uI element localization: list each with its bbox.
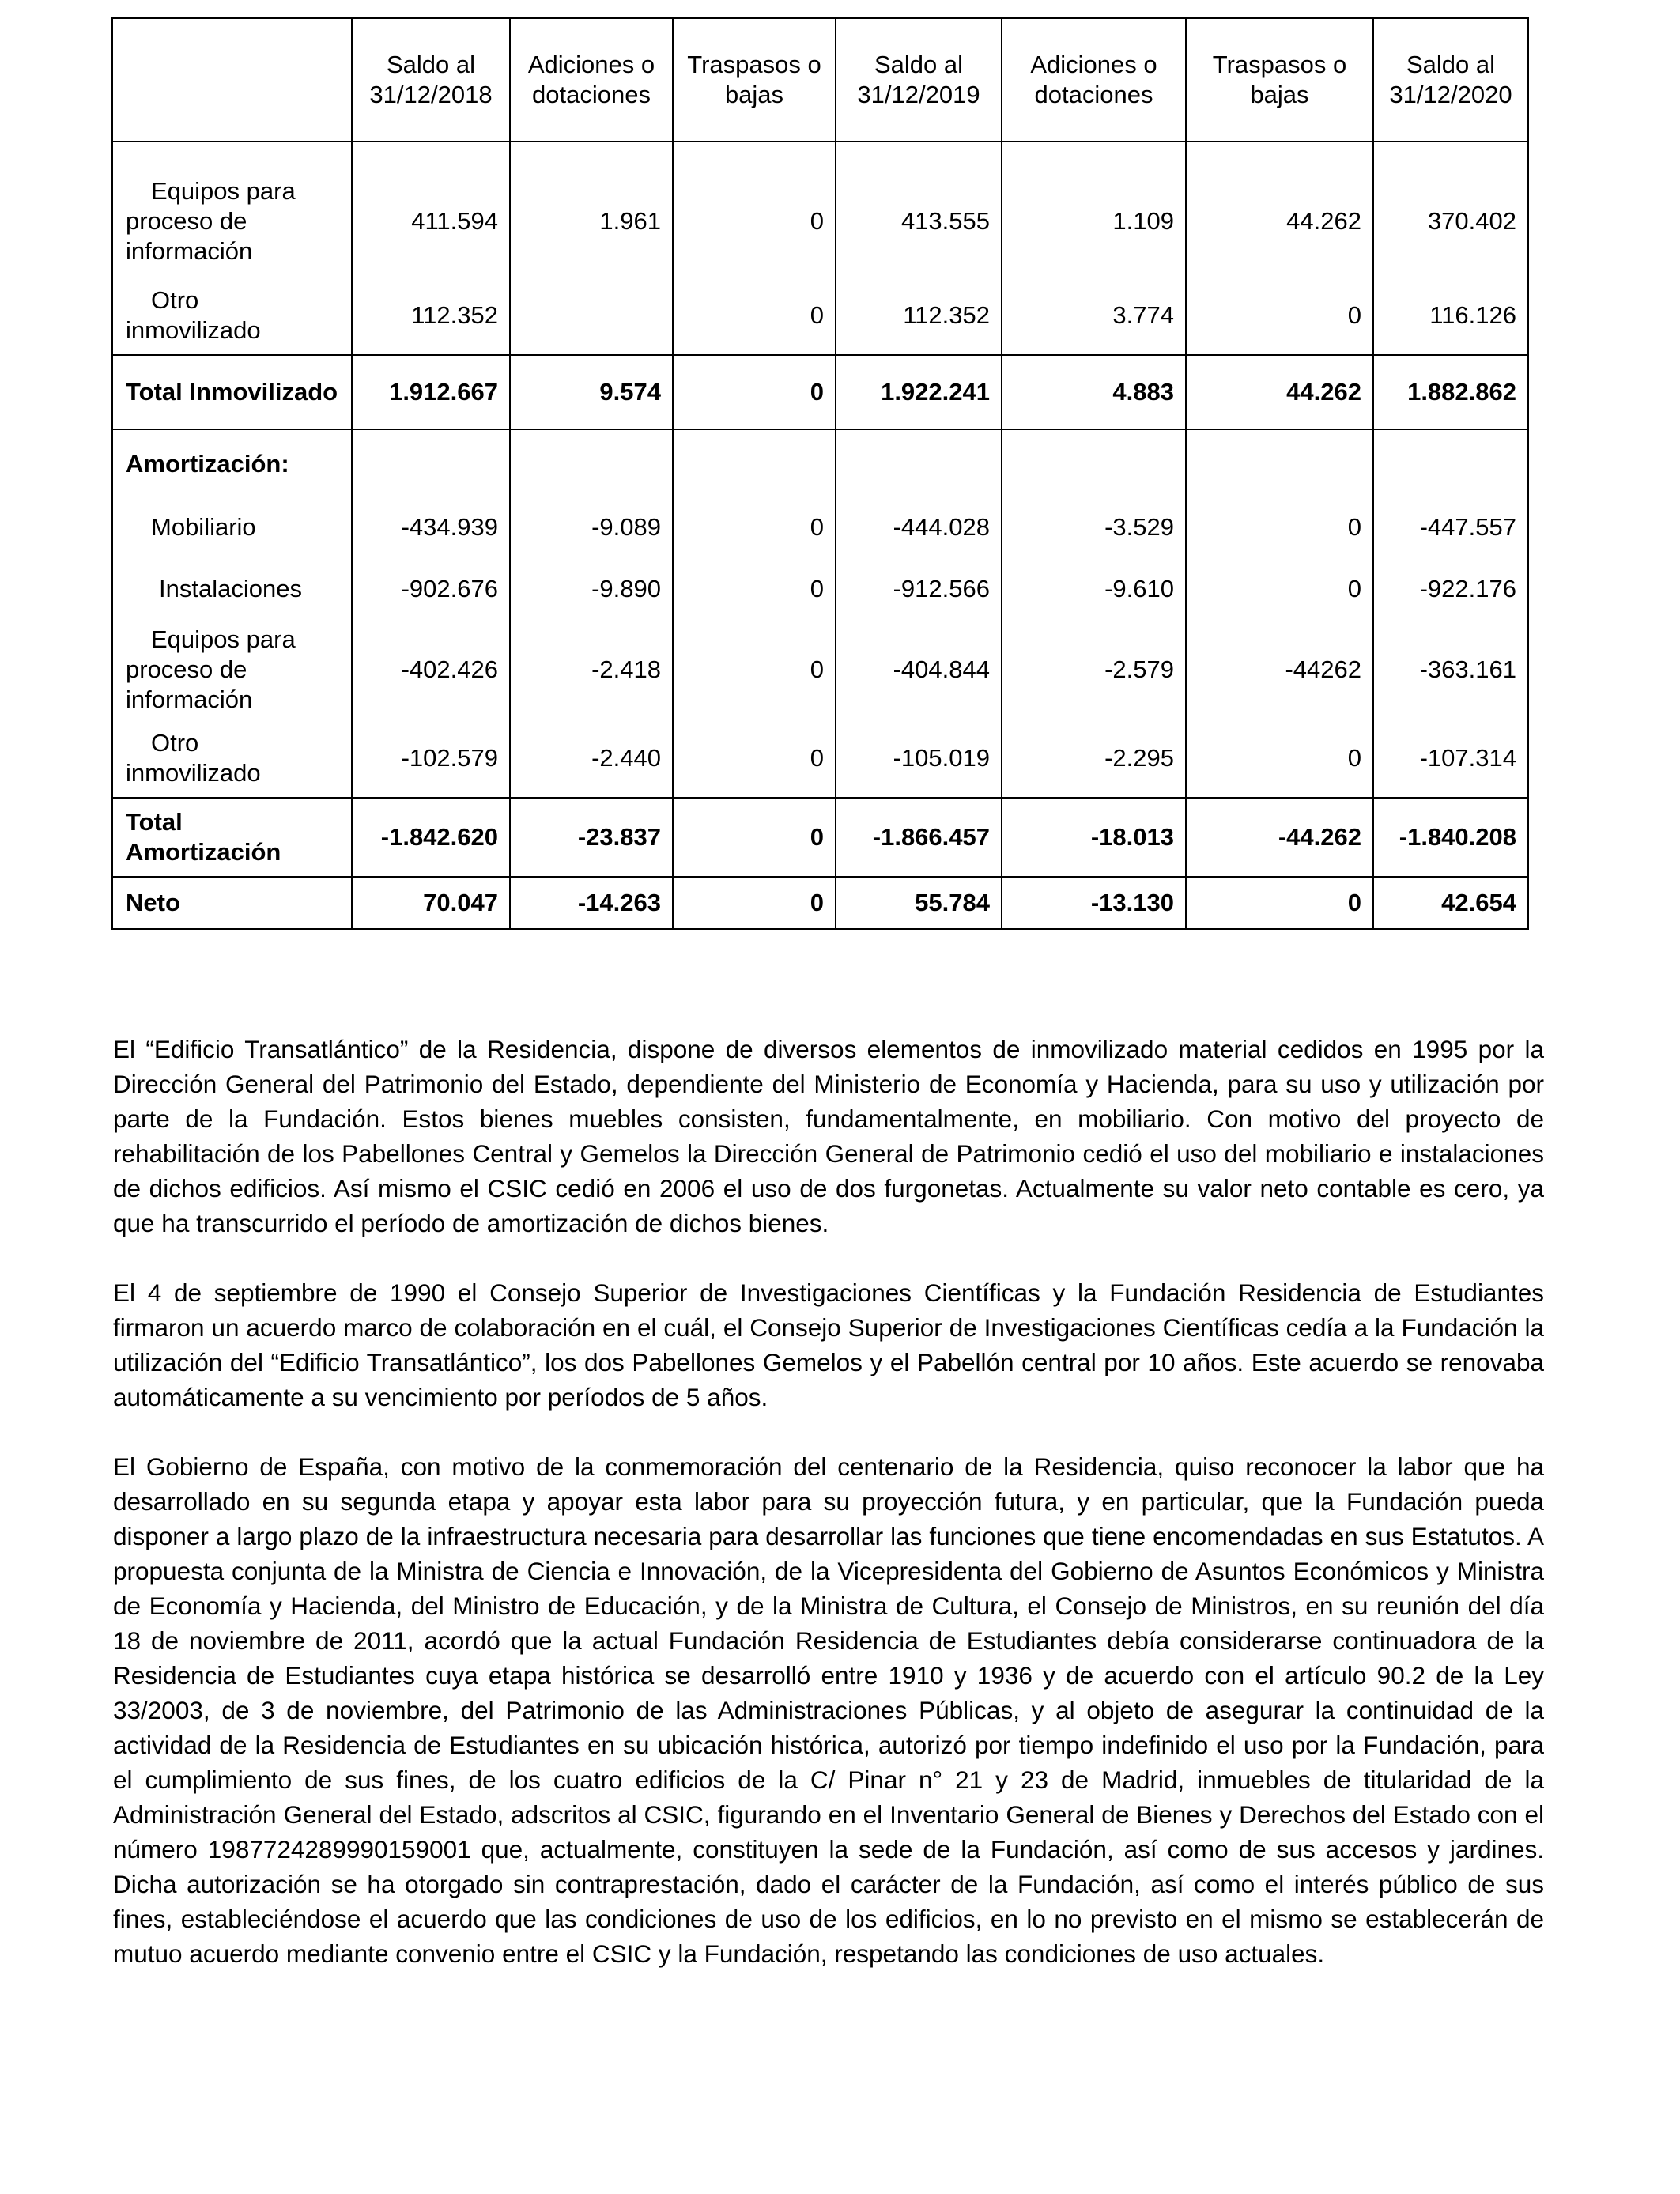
cell: 0 (673, 557, 836, 621)
cell: 42.654 (1373, 877, 1528, 929)
document-body (113, 1032, 1544, 2006)
cell: 3.774 (1002, 276, 1186, 355)
cell: 0 (673, 276, 836, 355)
header-traspasos-2020: Traspasos o bajas (1186, 18, 1373, 142)
cell: 44.262 (1186, 355, 1373, 429)
empty-cell (836, 429, 1002, 497)
header-traspasos-2019: Traspasos o bajas (673, 18, 836, 142)
cell: 1.912.667 (352, 355, 510, 429)
cell: 4.883 (1002, 355, 1186, 429)
cell: -447.557 (1373, 497, 1528, 557)
cell: -434.939 (352, 497, 510, 557)
cell: 0 (673, 621, 836, 719)
section-heading: Amortización: (112, 429, 352, 497)
cell: 1.109 (1002, 142, 1186, 276)
row-label: Otro inmovilizado (112, 719, 352, 798)
header-saldo-2020: Saldo al 31/12/2020 (1373, 18, 1528, 142)
cell: -902.676 (352, 557, 510, 621)
cell: -23.837 (510, 798, 673, 877)
cell: 0 (1186, 877, 1373, 929)
cell: 0 (1186, 497, 1373, 557)
cell: 112.352 (352, 276, 510, 355)
row-label: Total Amortización (112, 798, 352, 877)
cell: -2.418 (510, 621, 673, 719)
table-row (112, 142, 1528, 276)
cell: -2.440 (510, 719, 673, 798)
empty-cell (1002, 429, 1186, 497)
cell: 70.047 (352, 877, 510, 929)
cell: -13.130 (1002, 877, 1186, 929)
empty-cell (673, 429, 836, 497)
cell: -363.161 (1373, 621, 1528, 719)
header-saldo-2019: Saldo al 31/12/2019 (836, 18, 1002, 142)
cell: -922.176 (1373, 557, 1528, 621)
cell: -3.529 (1002, 497, 1186, 557)
amortizacion-heading-row (112, 429, 1528, 497)
cell: -44262 (1186, 621, 1373, 719)
paragraph-gobierno-espana: El Gobierno de España, con motivo de la conmemoración del centenario de la Residencia, quiso reconocer la labor que ha desarrollado en su segunda etapa y apoyar esta labor para su proyección futura, y en particular, que la Fundación pueda disponer a largo plazo de la infraestructura necesaria para desarrollar las funciones que tiene encomendadas en sus Estatutos. A propuesta conjunta de la Ministra de Ciencia e Innovación, de la Vicepresidenta del Gobierno de Asuntos Económicos y Ministra de Economía y Hacienda, del Ministro de Educación, y de la Ministra de Cultura, el Consejo de Ministros, en su reunión del día 18 de noviembre de 2011, acordó que la actual Fundación Residencia de Estudiantes debía considerarse continuadora de la Residencia de Estudiantes cuya etapa histórica se desarrolló entre 1910 y 1936 y de acuerdo con el artículo 90.2 de la Ley 33/2003, de 3 de noviembre, del Patrimonio de las Administraciones Públicas, y al objeto de asegurar la continuidad de la actividad de la Residencia de Estudiantes en su ubicación histórica, autorizó por tiempo indefinido el uso por la Fundación, para el cumplimiento de sus fines, de los cuatro edificios de la C/ Pinar n° 21 y 23 de Madrid, inmuebles de titularidad de la Administración General del Estado, adscritos al CSIC, figurando en el Inventario General de Bienes y Derechos del Estado con el número 1987724289990159001 que, actualmente, constituyen la sede de la Fundación, así como de sus accesos y jardines. Dicha autorización se ha otorgado sin contraprestación, dado el carácter de la Fundación, así como el interés público de sus fines, estableciéndose el acuerdo que las condiciones de uso de los edificios, en lo no previsto en el mismo se establecerán de mutuo acuerdo mediante convenio entre el CSIC y la Fundación, respetando las condiciones de uso actuales. (113, 1452, 1544, 1968)
cell: -18.013 (1002, 798, 1186, 877)
row-label: Equipos para proceso de información (112, 142, 352, 276)
cell: -107.314 (1373, 719, 1528, 798)
row-label: Total Inmovilizado (112, 355, 352, 429)
table-header-row (112, 18, 1528, 142)
cell: -9.890 (510, 557, 673, 621)
table-row (112, 621, 1528, 719)
header-cell-empty (112, 18, 352, 142)
total-inmovilizado-row (112, 355, 1528, 429)
fixed-assets-table (111, 17, 1529, 930)
cell: 1.882.862 (1373, 355, 1528, 429)
cell: 0 (673, 355, 836, 429)
cell: 0 (673, 719, 836, 798)
cell: 0 (1186, 719, 1373, 798)
cell (510, 276, 673, 355)
row-label: Instalaciones (112, 557, 352, 621)
row-label: Otro inmovilizado (112, 276, 352, 355)
cell: 112.352 (836, 276, 1002, 355)
empty-cell (352, 429, 510, 497)
cell: -444.028 (836, 497, 1002, 557)
cell: 0 (1186, 557, 1373, 621)
table-row (112, 276, 1528, 355)
header-saldo-2018: Saldo al 31/12/2018 (352, 18, 510, 142)
empty-cell (1373, 429, 1528, 497)
cell: -2.295 (1002, 719, 1186, 798)
cell: 44.262 (1186, 142, 1373, 276)
cell: -9.089 (510, 497, 673, 557)
cell: -1.840.208 (1373, 798, 1528, 877)
cell: 0 (673, 877, 836, 929)
cell: 55.784 (836, 877, 1002, 929)
cell: 116.126 (1373, 276, 1528, 355)
paragraph-acuerdo-1990: El 4 de septiembre de 1990 el Consejo Superior de Investigaciones Científicas y la Fundación Residencia de Estudiantes firmaron un acuerdo marco de colaboración en el cuál, el Consejo Superior de Investigaciones Científicas cedía a la Fundación la utilización del “Edificio Transatlántico”, los dos Pabellones Gemelos y el Pabellón central por 10 años. Este acuerdo se renovaba automáticamente a su vencimiento por períodos de 5 años. (113, 1278, 1544, 1411)
cell: 9.574 (510, 355, 673, 429)
cell: 370.402 (1373, 142, 1528, 276)
table-row (112, 719, 1528, 798)
row-label: Mobiliario (112, 497, 352, 557)
cell: -102.579 (352, 719, 510, 798)
empty-cell (510, 429, 673, 497)
cell: 1.922.241 (836, 355, 1002, 429)
cell: 0 (1186, 276, 1373, 355)
header-adiciones-2019: Adiciones o dotaciones (510, 18, 673, 142)
row-label: Equipos para proceso de información (112, 621, 352, 719)
cell: -402.426 (352, 621, 510, 719)
cell: -14.263 (510, 877, 673, 929)
header-adiciones-2020: Adiciones o dotaciones (1002, 18, 1186, 142)
cell: 411.594 (352, 142, 510, 276)
cell: 0 (673, 798, 836, 877)
cell: -9.610 (1002, 557, 1186, 621)
cell: 0 (673, 142, 836, 276)
cell: -2.579 (1002, 621, 1186, 719)
cell: -105.019 (836, 719, 1002, 798)
cell: -404.844 (836, 621, 1002, 719)
cell: -1.866.457 (836, 798, 1002, 877)
cell: -912.566 (836, 557, 1002, 621)
table-row (112, 497, 1528, 557)
table-row (112, 557, 1528, 621)
cell: -1.842.620 (352, 798, 510, 877)
empty-cell (1186, 429, 1373, 497)
paragraph-edificio-transatlantico: El “Edificio Transatlántico” de la Residencia, dispone de diversos elementos de inmovilizado material cedidos en 1995 por la Dirección General del Patrimonio del Estado, dependiente del Ministerio de Economía y Hacienda, para su uso y utilización por parte de la Fundación. Estos bienes muebles consisten, fundamentalmente, en mobiliario. Con motivo del proyecto de rehabilitación de los Pabellones Central y Gemelos la Dirección General de Patrimonio cedió el uso del mobiliario e instalaciones de dichos edificios. Así mismo el CSIC cedió en 2006 el uso de dos furgonetas. Actualmente su valor neto contable es cero, ya que ha transcurrido el período de amortización de dichos bienes. (113, 1035, 1544, 1237)
row-label: Neto (112, 877, 352, 929)
cell: 0 (673, 497, 836, 557)
cell: -44.262 (1186, 798, 1373, 877)
cell: 413.555 (836, 142, 1002, 276)
total-amortizacion-row (112, 798, 1528, 877)
neto-row (112, 877, 1528, 929)
cell: 1.961 (510, 142, 673, 276)
